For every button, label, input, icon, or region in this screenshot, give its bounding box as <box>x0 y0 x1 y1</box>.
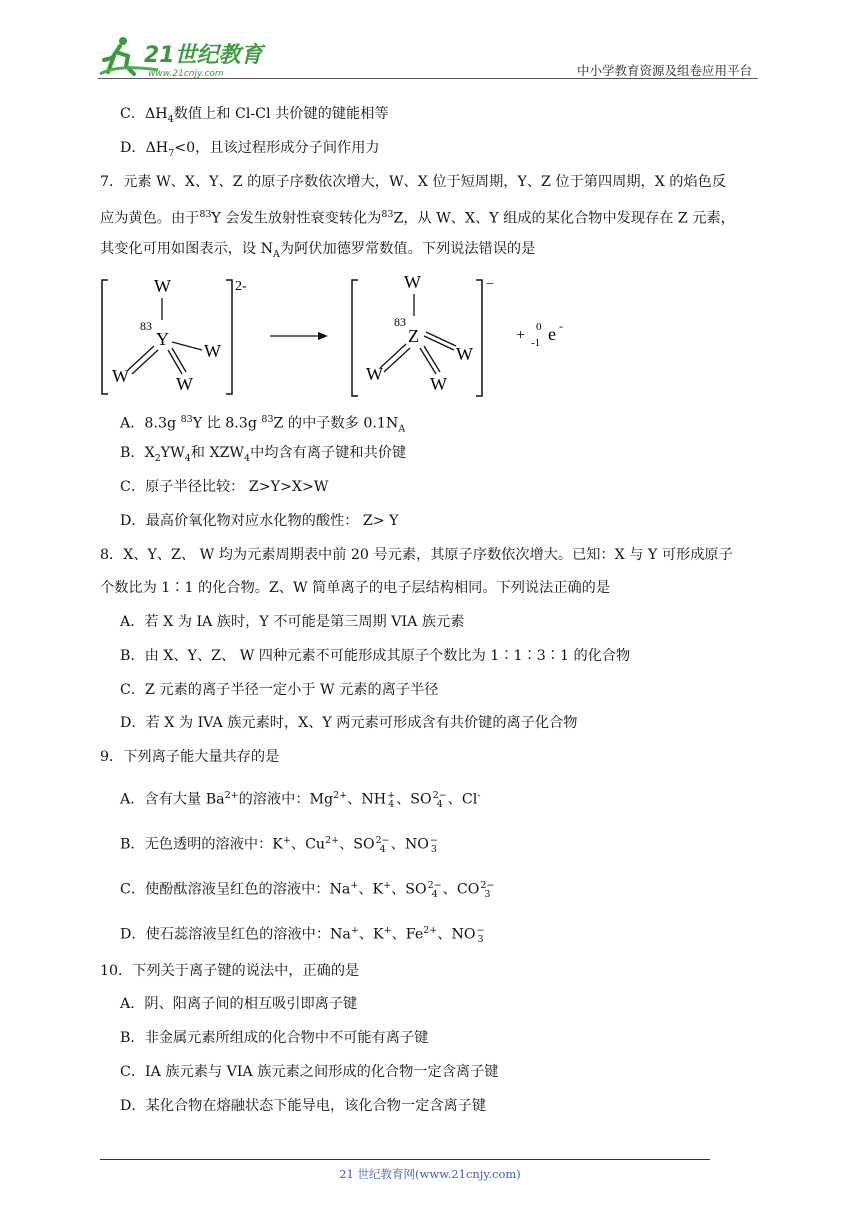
q7-option-d: D．最高价氧化物对应水化物的酸性： Z> Y <box>120 513 399 529</box>
header-divider <box>98 78 758 79</box>
logo-url: www.21cnjy.com <box>148 69 224 79</box>
product-center: Z <box>408 326 419 346</box>
q8-option-d: D．若 X 为 IVA 族元素时，X、Y 两元素可形成含有共价键的离子化合物 <box>120 715 578 731</box>
q8-stem-line1: 8．X、Y、Z、 W 均为元素周期表中前 20 号元素，其原子序数依次增大。已知：X 与 Y 可形成原子 <box>100 547 733 563</box>
q7-option-b: B．$X_2YW_4$和 $XZW_4$中均含有离子键和共价键 <box>120 445 407 464</box>
q10-option-d: D．某化合物在熔融状态下能导电，该化合物一定含离子键 <box>120 1098 487 1114</box>
q10-option-a: A．阴、阳离子间的相互吸引即离子键 <box>120 996 358 1012</box>
reactant-mass-number: 83 <box>140 319 152 333</box>
product-right-w: W <box>456 344 473 364</box>
header-platform-text: 中小学教育资源及组卷应用平台 <box>576 63 752 78</box>
electron-mass: 0 <box>536 321 542 333</box>
reactant-center: Y <box>156 329 169 349</box>
q8-option-a: A．若 X 为 IA 族时，Y 不可能是第三周期 VIA 族元素 <box>120 614 465 630</box>
decay-diagram <box>98 266 578 402</box>
q10-option-c: C．IA 族元素与 VIA 族元素之间形成的化合物一定含离子键 <box>120 1064 499 1080</box>
product-ion <box>352 272 494 396</box>
product-mass-number: 83 <box>394 315 406 329</box>
q7-stem-line2: 应为黄色。由于$^{83}$Y 会发生放射性衰变转化为$^{83}$Z，从 W、X、Y 组成的某化合物中发现存在 Z 元素， <box>100 209 735 227</box>
q10-stem: 10．下列关于离子键的说法中，正确的是 <box>100 963 360 979</box>
q9-option-c: C．使酚酞溶液呈红色的溶液中：Na+、K+、SO 2− 4 、CO 2− 3 <box>120 879 495 900</box>
q8-option-b: B．由 X、Y、Z、 W 四种元素不可能形成其原子个数比为 1∶1∶3∶1 的化合物 <box>120 648 631 664</box>
q9-option-b: B．无色透明的溶液中：K+、$Cu^{2+}$、SO 2− 4 、NO − 3 <box>120 834 438 855</box>
footer-divider <box>100 1159 710 1160</box>
reactant-top-w: W <box>154 276 171 296</box>
q7-option-a: A．8.3g $^{83}$Y 比 8.3g $^{83}$Z 的中子数多 $0.1N_A$ <box>120 414 406 435</box>
electron-symbol: e <box>548 324 556 344</box>
q10-option-b: B．非金属元素所组成的化合物中不可能有离子键 <box>120 1030 429 1046</box>
footer-link[interactable]: 21 世纪教育网(www.21cnjy.com) <box>339 1167 521 1181</box>
plus-sign: + <box>516 327 526 344</box>
reactant-bottom-w: W <box>176 374 193 394</box>
product-left-w: W <box>366 364 383 384</box>
q6-option-c: C．$\Delta H_4$数值上和 Cl-Cl 共价键的键能相等 <box>120 106 389 125</box>
q7-stem-line1: 7．元素 W、X、Y、Z 的原子序数依次增大，W、X 位于短周期，Y、Z 位于第四周期，X 的焰色反 <box>100 174 727 190</box>
product-bottom-w: W <box>430 374 447 394</box>
reactant-left-w: W <box>112 366 129 386</box>
q9-stem: 9．下列离子能大量共存的是 <box>100 749 280 765</box>
product-charge: − <box>486 277 494 292</box>
page-header <box>98 28 758 80</box>
site-logo <box>98 34 268 80</box>
q9-option-a: A．含有大量 $Ba^{2+}$的溶液中：$Mg^{2+}$、NH + 4 、SO 2− 4 、Cl- <box>120 789 481 810</box>
reaction-arrow <box>270 332 328 340</box>
electron-sign: - <box>559 319 563 333</box>
reactant-ion <box>102 276 247 394</box>
q7-stem-line3: 其变化可用如图表示，设 $N_A$为阿伏加德罗常数值。下列说法错误的是 <box>100 241 536 260</box>
q7-option-c: C．原子半径比较： Z>Y>X>W <box>120 479 329 495</box>
electron-charge: -1 <box>531 337 541 349</box>
beta-electron <box>516 319 563 349</box>
q8-option-c: C．Z 元素的离子半径一定小于 W 元素的离子半径 <box>120 682 439 698</box>
reactant-charge: 2- <box>235 279 247 294</box>
q6-option-d: D．$\Delta H_7<0$，且该过程形成分子间作用力 <box>120 140 380 159</box>
reactant-right-w: W <box>204 341 221 361</box>
logo-text: 21世纪教育 <box>144 43 263 68</box>
product-top-w: W <box>404 272 421 292</box>
q9-option-d: D．使石蕊溶液呈红色的溶液中：Na+、K+、$Fe^{2+}$、NO − 3 <box>120 924 485 945</box>
q8-stem-line2: 个数比为 1∶1 的化合物。Z、W 简单离子的电子层结构相同。下列说法正确的是 <box>100 580 611 596</box>
